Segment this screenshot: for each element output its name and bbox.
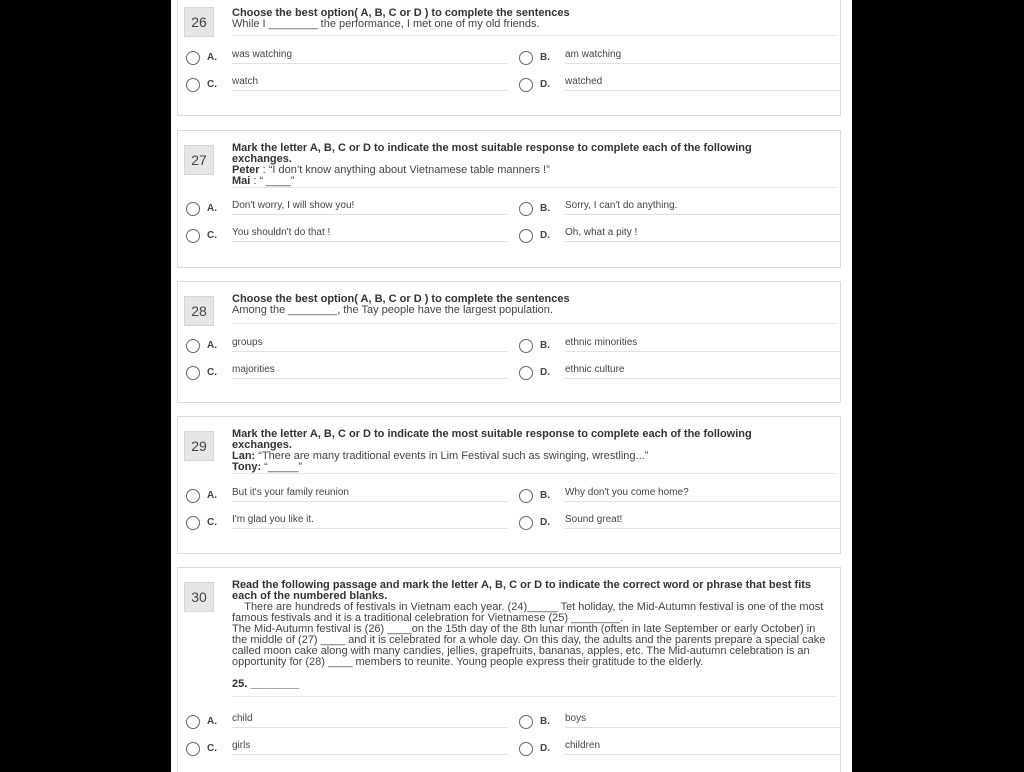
option-text: watch	[232, 76, 259, 87]
option-c[interactable]	[186, 76, 506, 98]
option-letter: D.	[540, 79, 550, 90]
radio-button[interactable]	[186, 202, 200, 216]
option-underline	[565, 63, 840, 64]
question-instruction: Read the following passage and mark the letter A, B, C or D to indicate the correct word or phrase that best fits each of the numbered blanks.	[232, 579, 812, 602]
speaker-line: “_____”	[261, 461, 303, 473]
radio-button[interactable]	[519, 78, 533, 92]
option-text: children	[565, 740, 601, 751]
option-underline	[565, 754, 840, 755]
option-letter: A.	[207, 52, 217, 63]
question-card-30	[177, 567, 841, 772]
option-underline	[565, 241, 840, 242]
option-text: boys	[565, 713, 587, 724]
option-c[interactable]	[186, 227, 506, 249]
option-underline	[232, 378, 507, 379]
question-card-29	[177, 416, 841, 554]
option-text: Sorry, I can't do anything.	[565, 200, 678, 211]
radio-button[interactable]	[519, 715, 533, 729]
option-letter: A.	[207, 203, 217, 214]
question-instruction: Mark the letter A, B, C or D to indicate the most suitable response to complete each of the following exchanges.	[232, 428, 752, 451]
option-text: But it's your family reunion	[232, 487, 349, 498]
radio-button[interactable]	[186, 366, 200, 380]
option-text: ethnic culture	[565, 364, 625, 375]
option-text: Don't worry, I will show you!	[232, 200, 355, 211]
option-letter: B.	[540, 203, 550, 214]
speaker-line: “There are many traditional events in Lim Festival such as swinging, wrestling...”	[255, 450, 649, 462]
option-underline	[565, 90, 840, 91]
option-letter: C.	[207, 79, 217, 90]
option-c[interactable]	[186, 364, 506, 386]
option-underline	[565, 727, 840, 728]
option-underline	[565, 378, 840, 379]
radio-button[interactable]	[519, 516, 533, 530]
passage-paragraph: The Mid-Autumn festival is (26) ____on the 15th day of the 8th lunar month (often in late September or early October) in the middle of (27) ____ and it is celebrated for a whole day. On this day, the adults and the parents prepare a special cake called moon cake along with many candies, jellies, grapefruits, bananas, apples, etc. The Mid-autumn celebration is an opportunity for (28) ____ members to reunite. Young people express their gratitude to the elderly.	[232, 623, 826, 668]
option-letter: D.	[540, 517, 550, 528]
option-underline	[565, 214, 840, 215]
question-card-26	[177, 0, 841, 116]
option-c[interactable]	[186, 514, 506, 536]
option-letter: A.	[207, 490, 217, 501]
question-stem: While I ________ the performance, I met one of my old friends.	[232, 18, 540, 30]
radio-button[interactable]	[519, 366, 533, 380]
option-a[interactable]	[186, 487, 506, 509]
question-stem: Among the ________, the Tay people have the largest population.	[232, 304, 553, 316]
question-instruction: Choose the best option( A, B, C or D ) to complete the sentences	[232, 7, 570, 19]
question-card-27	[177, 130, 841, 268]
quiz-page	[171, 0, 852, 772]
radio-button[interactable]	[519, 229, 533, 243]
question-instruction: Mark the letter A, B, C or D to indicate the most suitable response to complete each of the following exchanges.	[232, 142, 752, 165]
option-text: girls	[232, 740, 251, 751]
question-number: 27	[184, 145, 214, 175]
option-underline	[232, 241, 507, 242]
option-underline	[232, 528, 507, 529]
radio-button[interactable]	[519, 51, 533, 65]
option-letter: D.	[540, 230, 550, 241]
question-number: 28	[184, 296, 214, 326]
option-text: groups	[232, 337, 263, 348]
option-text: You shouldn't do that !	[232, 227, 331, 238]
question-card-28	[177, 281, 841, 403]
question-number: 29	[184, 431, 214, 461]
option-b[interactable]	[519, 487, 839, 509]
option-text: was watching	[232, 49, 293, 60]
option-a[interactable]	[186, 49, 506, 71]
radio-button[interactable]	[186, 489, 200, 503]
divider	[232, 323, 836, 324]
option-text: ethnic minorities	[565, 337, 638, 348]
divider	[232, 696, 836, 697]
option-d[interactable]	[519, 514, 839, 536]
radio-button[interactable]	[186, 51, 200, 65]
option-b[interactable]	[519, 200, 839, 222]
option-b[interactable]	[519, 337, 839, 359]
radio-button[interactable]	[186, 229, 200, 243]
option-underline	[232, 90, 507, 91]
option-text: am watching	[565, 49, 622, 60]
option-c[interactable]	[186, 740, 506, 762]
divider	[232, 473, 836, 474]
option-underline	[232, 63, 507, 64]
divider	[232, 187, 836, 188]
radio-button[interactable]	[519, 202, 533, 216]
option-a[interactable]	[186, 200, 506, 222]
radio-button[interactable]	[519, 339, 533, 353]
speaker-line: : “I don’t know anything about Vietnamese table manners !”	[259, 164, 550, 176]
option-underline	[565, 501, 840, 502]
question-number: 30	[184, 582, 214, 612]
option-underline	[232, 214, 507, 215]
option-text: watched	[565, 76, 603, 87]
option-letter: C.	[207, 743, 217, 754]
option-letter: C.	[207, 517, 217, 528]
option-underline	[232, 501, 507, 502]
option-text: Why don't you come home?	[565, 487, 689, 498]
passage-paragraph: There are hundreds of festivals in Vietnam each year. (24)_____ Tet holiday, the Mid-Autumn festival is one of the most famous festivals and it is a traditional celebration for Vietnamese (25) ________.	[232, 601, 824, 624]
option-underline	[232, 754, 507, 755]
option-underline	[232, 727, 507, 728]
speaker-name: Peter	[232, 164, 260, 176]
option-letter: B.	[540, 340, 550, 351]
option-letter: B.	[540, 490, 550, 501]
option-d[interactable]	[519, 227, 839, 249]
option-letter: D.	[540, 743, 550, 754]
option-underline	[232, 351, 507, 352]
speaker-line: : “ ____”	[250, 175, 295, 187]
option-text: child	[232, 713, 253, 724]
option-d[interactable]	[519, 364, 839, 386]
option-letter: D.	[540, 367, 550, 378]
radio-button[interactable]	[186, 742, 200, 756]
question-number: 26	[184, 7, 214, 37]
option-a[interactable]	[186, 713, 506, 735]
speaker-name: Lan:	[232, 450, 256, 462]
option-letter: C.	[207, 230, 217, 241]
sub-question-label: 25. ________	[232, 678, 300, 690]
option-text: Oh, what a pity !	[565, 227, 638, 238]
radio-button[interactable]	[519, 489, 533, 503]
radio-button[interactable]	[186, 78, 200, 92]
option-b[interactable]	[519, 49, 839, 71]
option-text: Sound great!	[565, 514, 623, 525]
option-letter: C.	[207, 367, 217, 378]
option-text: I'm glad you like it.	[232, 514, 314, 525]
option-underline	[565, 528, 840, 529]
radio-button[interactable]	[519, 742, 533, 756]
radio-button[interactable]	[186, 715, 200, 729]
option-b[interactable]	[519, 713, 839, 735]
option-letter: B.	[540, 52, 550, 63]
radio-button[interactable]	[186, 516, 200, 530]
divider	[232, 35, 836, 36]
option-underline	[565, 351, 840, 352]
question-instruction: Choose the best option( A, B, C or D ) to complete the sentences	[232, 293, 570, 305]
option-letter: A.	[207, 340, 217, 351]
speaker-name: Mai	[232, 175, 251, 187]
option-a[interactable]	[186, 337, 506, 359]
option-letter: A.	[207, 716, 217, 727]
option-d[interactable]	[519, 740, 839, 762]
option-d[interactable]	[519, 76, 839, 98]
option-text: majorities	[232, 364, 275, 375]
speaker-name: Tony:	[232, 461, 262, 473]
radio-button[interactable]	[186, 339, 200, 353]
option-letter: B.	[540, 716, 550, 727]
